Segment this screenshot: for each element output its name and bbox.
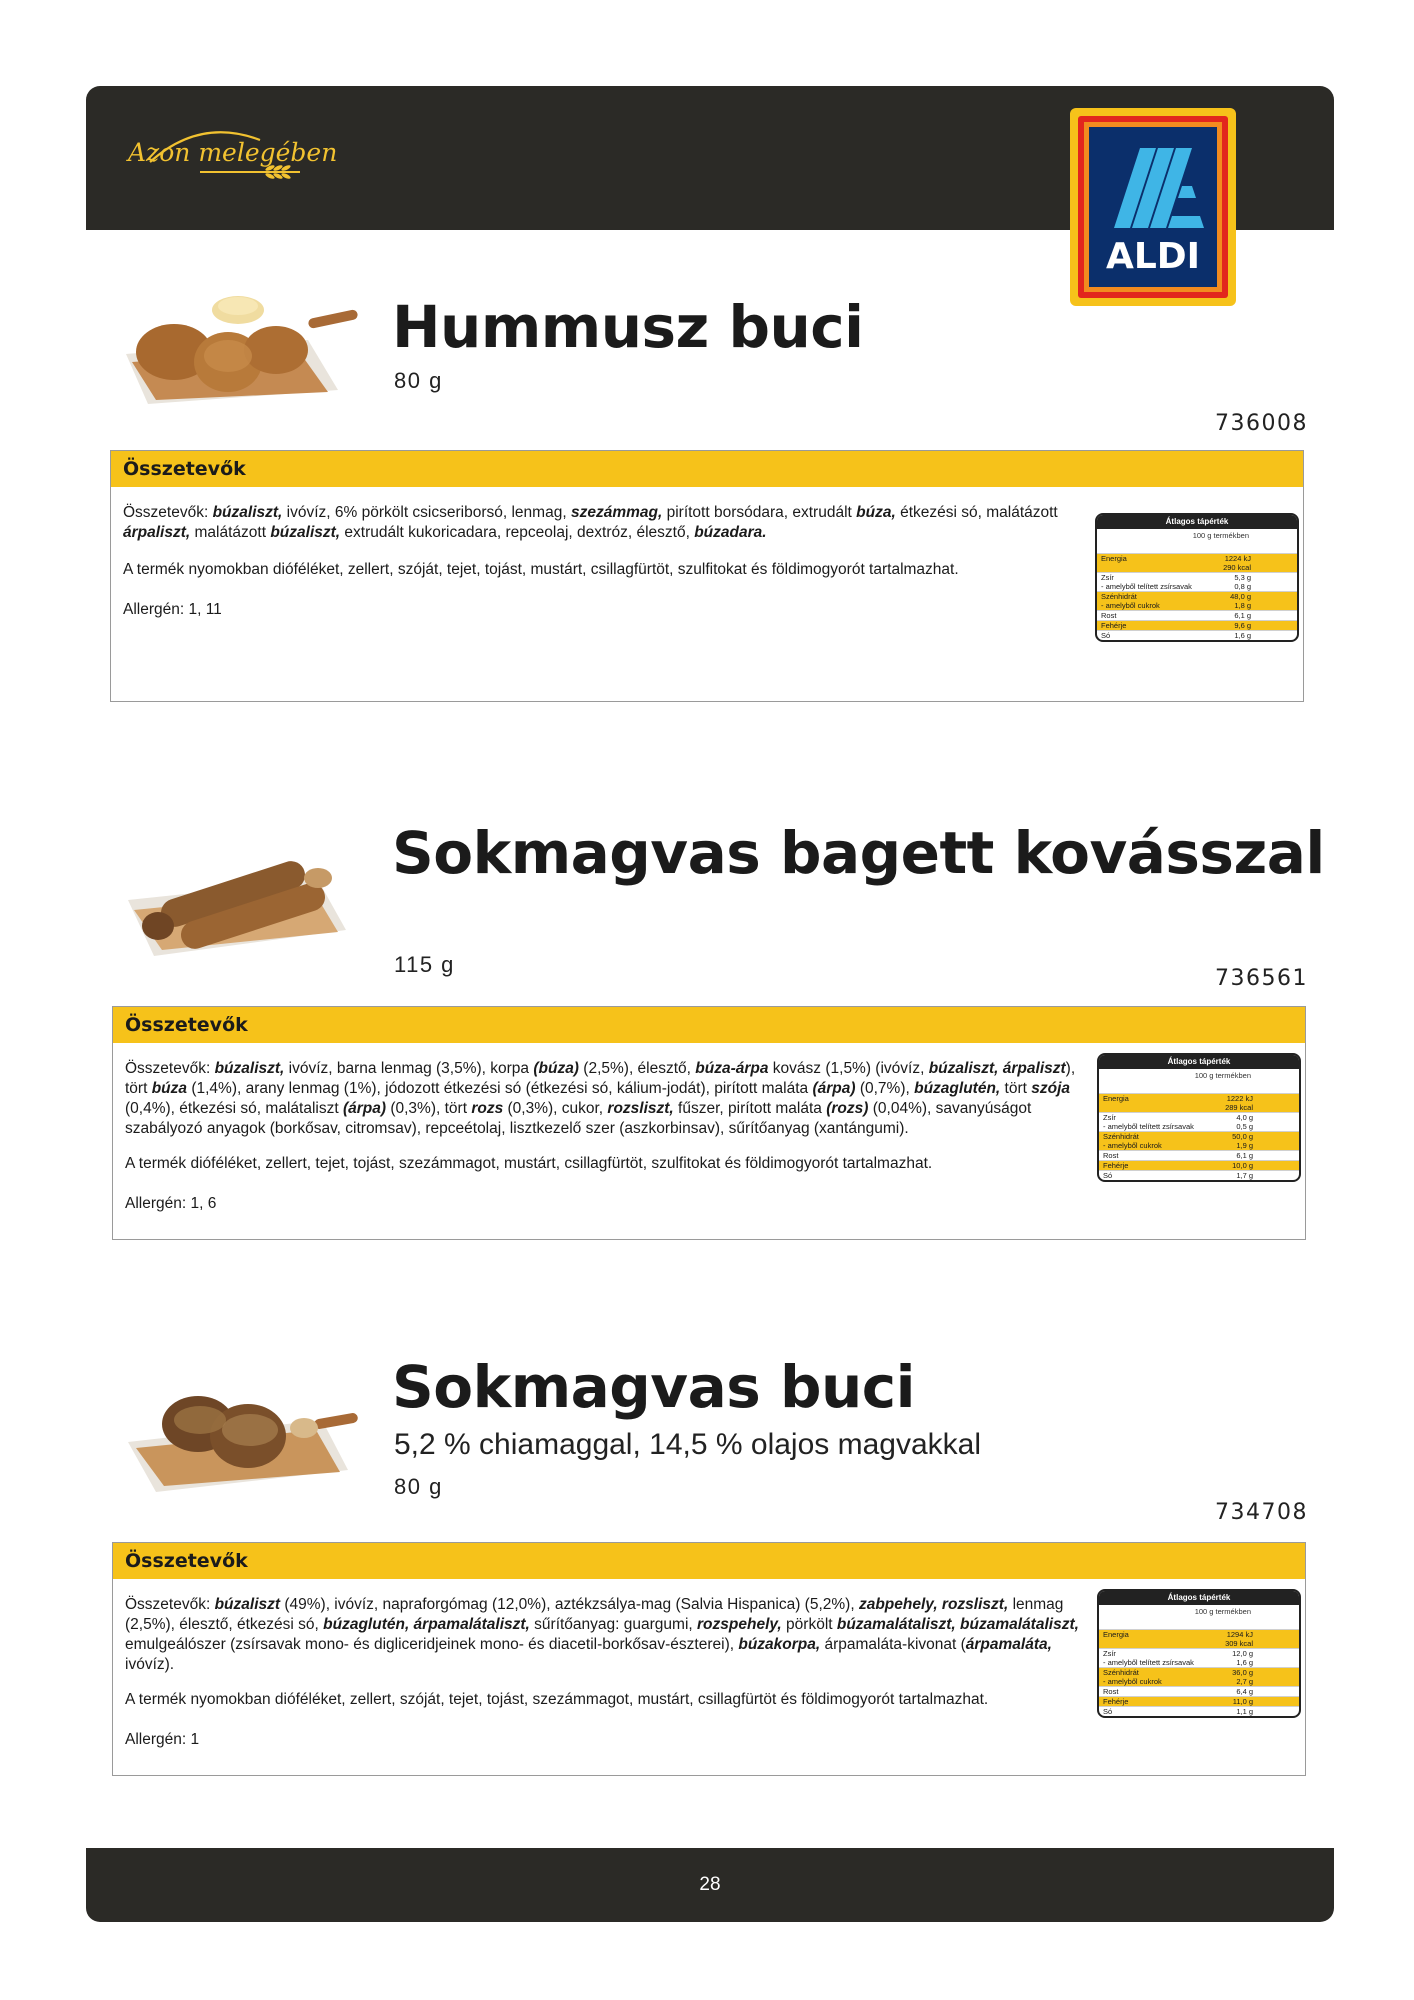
product-code: 736008 xyxy=(1215,411,1308,436)
nutrition-value: 12,0 g 1,6 g xyxy=(1232,1649,1253,1667)
nutrition-row xyxy=(1097,553,1297,572)
nutrition-row xyxy=(1097,630,1297,640)
nutrition-row xyxy=(1097,610,1297,620)
trace-statement: A termék nyomokban dióféléket, zellert, szóját, tejet, tojást, mustárt, csillagfürtöt, szulfitokat és földimogyorót tartalmazhat. xyxy=(123,561,959,578)
nutrition-label: Szénhidrát - amelyből cukrok xyxy=(1103,1132,1162,1150)
nutrition-label: Rost xyxy=(1103,1151,1119,1160)
product-weight: 80 g xyxy=(394,368,443,393)
aldi-logo-text: ALDI xyxy=(1105,236,1201,277)
footer-bar xyxy=(86,1848,1334,1922)
nutrition-label: Só xyxy=(1101,631,1111,640)
nutrition-label: Só xyxy=(1103,1171,1113,1180)
nutrition-row xyxy=(1099,1686,1299,1696)
nutrition-label: Zsír - amelyből telített zsírsavak xyxy=(1103,1649,1194,1667)
nutrition-column-header: 100 g termékben xyxy=(1194,1607,1251,1616)
ingredients-box xyxy=(112,1542,1306,1776)
nutrition-label: Szénhidrát - amelyből cukrok xyxy=(1103,1668,1162,1686)
product-weight: 115 g xyxy=(394,952,455,977)
nutrition-value: 1294 kJ 309 kcal xyxy=(1225,1630,1253,1648)
product-code: 734708 xyxy=(1215,1500,1308,1525)
product-title: Sokmagvas bagett kovásszal xyxy=(392,819,1325,887)
nutrition-value: 6,4 g xyxy=(1236,1687,1253,1696)
product-weight: 80 g xyxy=(394,1474,443,1499)
ingredients-text: Összetevők: búzaliszt, ivóvíz, barna lenmag (3,5%), korpa (búza) (2,5%), élesztő, búza-árpa kovász (1,5%) (ivóvíz, búzaliszt, árpaliszt), tört búza (1,4%), arany lenmag (1%), jódozott étkezési só (étkezési só, kálium-jodát), pirított maláta (árpa) (0,7%), búzaglutén, tört szója (0,4%), étkezési só, malátaliszt (árpa) (0,3%), tört rozs (0,3%), cukor, rozsliszt, fűszer, pirított maláta (rozs) (0,04%), savanyúságot szabályozó anyagok (borkősav, citromsav), repceétolaj, lisztkezelő szer (aszkorbinsav), sűrítőanyag (xantángumi). xyxy=(125,1060,1076,1137)
nutrition-value: 5,3 g 0,8 g xyxy=(1234,573,1251,591)
nutrition-label: Energia xyxy=(1101,554,1127,563)
nutrition-value: 1224 kJ 290 kcal xyxy=(1223,554,1251,572)
nutrition-title: Átlagos tápérték xyxy=(1097,515,1297,529)
nutrition-label: Fehérje xyxy=(1103,1697,1129,1706)
nutrition-label: Rost xyxy=(1101,611,1117,620)
nutrition-row xyxy=(1099,1112,1299,1131)
ingredients-box xyxy=(112,1006,1306,1240)
nutrition-row xyxy=(1099,1648,1299,1667)
page-number: 28 xyxy=(699,1874,721,1895)
nutrition-row xyxy=(1099,1150,1299,1160)
nutrition-label: Rost xyxy=(1103,1687,1119,1696)
trace-statement: A termék dióféléket, zellert, tejet, tojást, szezámmagot, mustárt, csillagfürtöt, szulfitokat és földimogyorót tartalmazhat. xyxy=(125,1155,933,1172)
nutrition-table xyxy=(1095,513,1299,642)
nutrition-label: Fehérje xyxy=(1103,1161,1129,1170)
nutrition-label: Szénhidrát - amelyből cukrok xyxy=(1101,592,1160,610)
ingredients-header: Összetevők xyxy=(113,1543,1305,1579)
nutrition-label: Fehérje xyxy=(1101,621,1127,630)
ingredients-text: Összetevők: búzaliszt (49%), ivóvíz, napraforgómag (12,0%), aztékzsálya-mag (Salvia Hispanica) (5,2%), zabpehely, rozsliszt, lenmag (2,5%), élesztő, étkezési só, búzaglutén, árpamalátaliszt, sűrítőanyag: guargumi, rozspehely, pörkölt búzamalátaliszt, búzamalátaliszt, emulgeálószer (zsírsavak mono- és digliceridjeinek mono- és diacetil-borkősav-észterei), búzakorpa, árpamaláta-kivonat (árpamaláta, ivóvíz). xyxy=(125,1596,1079,1673)
ingredients-header: Összetevők xyxy=(113,1007,1305,1043)
nutrition-value: 36,0 g 2,7 g xyxy=(1232,1668,1253,1686)
ingredients-header: Összetevők xyxy=(111,451,1303,487)
ingredients-box xyxy=(110,450,1304,702)
nutrition-value: 50,0 g 1,9 g xyxy=(1232,1132,1253,1150)
nutrition-value: 1,7 g xyxy=(1236,1171,1253,1180)
nutrition-row xyxy=(1099,1696,1299,1706)
product-title: Sokmagvas buci xyxy=(392,1353,916,1421)
product-subtitle: 5,2 % chiamaggal, 14,5 % olajos magvakkal xyxy=(394,1428,981,1461)
nutrition-row xyxy=(1099,1131,1299,1150)
nutrition-value: 4,0 g 0,5 g xyxy=(1236,1113,1253,1131)
allergen-statement: Allergén: 1, 11 xyxy=(123,601,222,618)
nutrition-row xyxy=(1099,1093,1299,1112)
nutrition-label: Só xyxy=(1103,1707,1113,1716)
nutrition-value: 1,6 g xyxy=(1234,631,1251,640)
nutrition-value: 10,0 g xyxy=(1232,1161,1253,1170)
nutrition-value: 9,6 g xyxy=(1234,621,1251,630)
nutrition-value: 48,0 g 1,8 g xyxy=(1230,592,1251,610)
nutrition-column-header: 100 g termékben xyxy=(1194,1071,1251,1080)
nutrition-row xyxy=(1097,591,1297,610)
nutrition-title: Átlagos tápérték xyxy=(1099,1055,1299,1069)
nutrition-label: Energia xyxy=(1103,1094,1129,1103)
nutrition-value: 6,1 g xyxy=(1234,611,1251,620)
nutrition-row xyxy=(1099,1629,1299,1648)
nutrition-column-header: 100 g termékben xyxy=(1192,531,1249,540)
nutrition-label: Energia xyxy=(1103,1630,1129,1639)
aldi-logo xyxy=(1070,108,1236,306)
nutrition-label: Zsír - amelyből telített zsírsavak xyxy=(1103,1113,1194,1131)
nutrition-row xyxy=(1097,572,1297,591)
nutrition-value: 11,0 g xyxy=(1232,1697,1253,1706)
allergen-statement: Allergén: 1 xyxy=(125,1731,200,1748)
brand-wordmark: Azon melegében xyxy=(128,138,338,167)
product-photo-2 xyxy=(118,840,358,960)
nutrition-row xyxy=(1099,1170,1299,1180)
allergen-statement: Allergén: 1, 6 xyxy=(125,1195,217,1212)
nutrition-row xyxy=(1097,620,1297,630)
product-code: 736561 xyxy=(1215,966,1308,991)
nutrition-title: Átlagos tápérték xyxy=(1099,1591,1299,1605)
nutrition-row xyxy=(1099,1667,1299,1686)
nutrition-row xyxy=(1099,1706,1299,1716)
product-title: Hummusz buci xyxy=(392,293,864,361)
nutrition-value: 6,1 g xyxy=(1236,1151,1253,1160)
nutrition-value: 1,1 g xyxy=(1236,1707,1253,1716)
nutrition-table xyxy=(1097,1589,1301,1718)
nutrition-label: Zsír - amelyből telített zsírsavak xyxy=(1101,573,1192,591)
product-photo-1 xyxy=(118,292,358,412)
nutrition-table xyxy=(1097,1053,1301,1182)
nutrition-value: 1222 kJ 289 kcal xyxy=(1225,1094,1253,1112)
product-photo-3 xyxy=(118,1376,358,1496)
ingredients-text: Összetevők: búzaliszt, ivóvíz, 6% pörkölt csicseriborsó, lenmag, szezámmag, pirított borsódara, extrudált búza, étkezési só, malátázott árpaliszt, malátázott búzaliszt, extrudált kukoricadara, repceolaj, dextróz, élesztő, búzadara. xyxy=(123,504,1058,541)
trace-statement: A termék nyomokban dióféléket, zellert, szóját, tejet, tojást, szezámmagot, mustárt, csillagfürtöt és földimogyorót tartalmazhat. xyxy=(125,1691,989,1708)
nutrition-row xyxy=(1099,1160,1299,1170)
